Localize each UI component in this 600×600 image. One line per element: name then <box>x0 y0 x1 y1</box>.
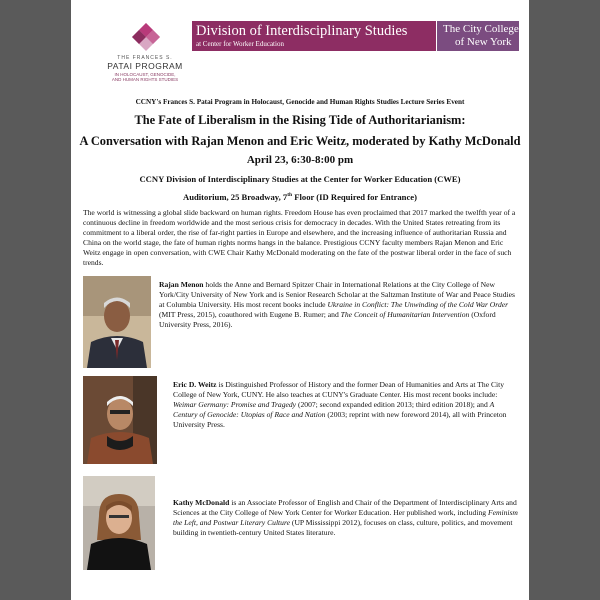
flyer-page <box>71 0 529 600</box>
ccny-logo <box>437 21 519 51</box>
bio-text: (MIT Press, 2015), coauthored with Eugene B. Rumer; and <box>159 310 341 319</box>
bio-text: (2007; second expanded edition 2013; third edition 2018); and <box>296 400 490 409</box>
division-banner <box>192 21 436 51</box>
eric-weitz-photo <box>83 376 157 464</box>
patai-subtitle-line2: AND HUMAN RIGHTS STUDIES <box>111 77 179 82</box>
portrait-image <box>83 276 151 368</box>
division-subtitle: at Center for Worker Education <box>196 40 284 48</box>
patai-subtitle-line1: IN HOLOCAUST, GENOCIDE, <box>114 72 176 77</box>
book-title: The Conceit of Humanitarian Intervention <box>340 310 470 319</box>
patai-the: THE FRANCES S. <box>117 55 173 61</box>
bio-text: is an Associate Professor of English and Chair of the Department of Interdisciplinary Arts and Sciences at the City College of New York Center for Worker Education. Her published work, including <box>173 498 517 517</box>
bio-text: is Distinguished Professor of History and the former Dean of Humanities and Arts at The City College of New York, CUNY. He also teaches at CUNY's Graduate Center. His most recent books include: <box>173 380 505 399</box>
event-venue <box>71 192 529 202</box>
bio-rajan-menon <box>159 280 519 330</box>
patai-diamond-icon <box>131 22 161 52</box>
speaker-name: Kathy McDonald <box>173 498 230 507</box>
patai-subtitle <box>91 72 199 82</box>
speaker-name: Eric D. Weitz <box>173 380 217 389</box>
patai-program-logo <box>91 22 199 84</box>
venue-pre: Auditorium, 25 Broadway, 7 <box>183 192 288 202</box>
bio-text: (Oxford University Press, 2016). <box>159 310 496 329</box>
book-title: Ukraine in Conflict: The Unwinding of the Cold War Order <box>327 300 509 309</box>
patai-name: PATAI PROGRAM <box>107 61 183 71</box>
bio-text: holds the Anne and Bernard Spitzer Chair in International Relations at the City College of New York/City University of New York and is Senior Research Scholar at the Saltzman Institute of War and Peace Studies at Columbia University. His most recent books include <box>159 280 515 309</box>
event-description: The world is witnessing a global slide backward on human rights. Freedom House has even proclaimed that 2017 marked the twelfth year of a continuous decline in freedom worldwide and the most serious crisis for democracy in decades. With the United States retreating from its commitment to a liberal order, the rise of far-right parties in Europe and elsewhere, and the increasing influence of authoritarian Russia and China on the world stage, the fate of human rights norms hangs in the balance. Prestigious CCNY faculty members Rajan Menon and Eric Weitz engage in open conversation, with CWE Chair Kathy McDonald moderating on the fate of the postwar liberal order in the face of such trends. <box>83 208 516 267</box>
venue-post: Floor (ID Required for Entrance) <box>292 192 417 202</box>
series-line: CCNY's Frances S. Patai Program in Holocaust, Genocide and Human Rights Studies Lecture Series Event <box>135 98 465 106</box>
book-title: Feminism the Left, and Postwar Literary Culture <box>173 508 518 527</box>
bio-eric-weitz <box>173 380 519 430</box>
portrait-image <box>83 476 155 570</box>
bio-kathy-mcdonald <box>173 498 519 538</box>
kathy-mcdonald-photo <box>83 476 155 570</box>
speaker-name: Rajan Menon <box>159 280 204 289</box>
event-title-line1: The Fate of Liberalism in the Rising Tide of Authoritarianism: <box>134 113 466 127</box>
bio-text: (UP Mississippi 2012), focuses on class, culture, politics, and movement building in twentieth-century United States literature. <box>173 518 513 537</box>
rajan-menon-photo <box>83 276 151 368</box>
venue-sup: th <box>287 192 293 199</box>
portrait-image <box>83 376 157 464</box>
division-title: Division of Interdisciplinary Studies <box>196 23 408 39</box>
book-title: Weimar Germany: Promise and Tragedy <box>173 400 297 409</box>
event-host: CCNY Division of Interdisciplinary Studies at the Center for Worker Education (CWE) <box>139 174 461 184</box>
event-title-line2: A Conversation with Rajan Menon and Eric Weitz, moderated by Kathy McDonald <box>79 134 521 148</box>
ccny-line2: of New York <box>455 36 512 48</box>
book-title: A Century of Genocide: Utopias of Race and Nation <box>173 400 495 419</box>
bio-text: (2003; reprint with new foreword 2014), all with Princeton University Press. <box>173 410 507 429</box>
ccny-line1: The City College <box>443 23 519 35</box>
event-date: April 23, 6:30-8:00 pm <box>246 154 354 166</box>
